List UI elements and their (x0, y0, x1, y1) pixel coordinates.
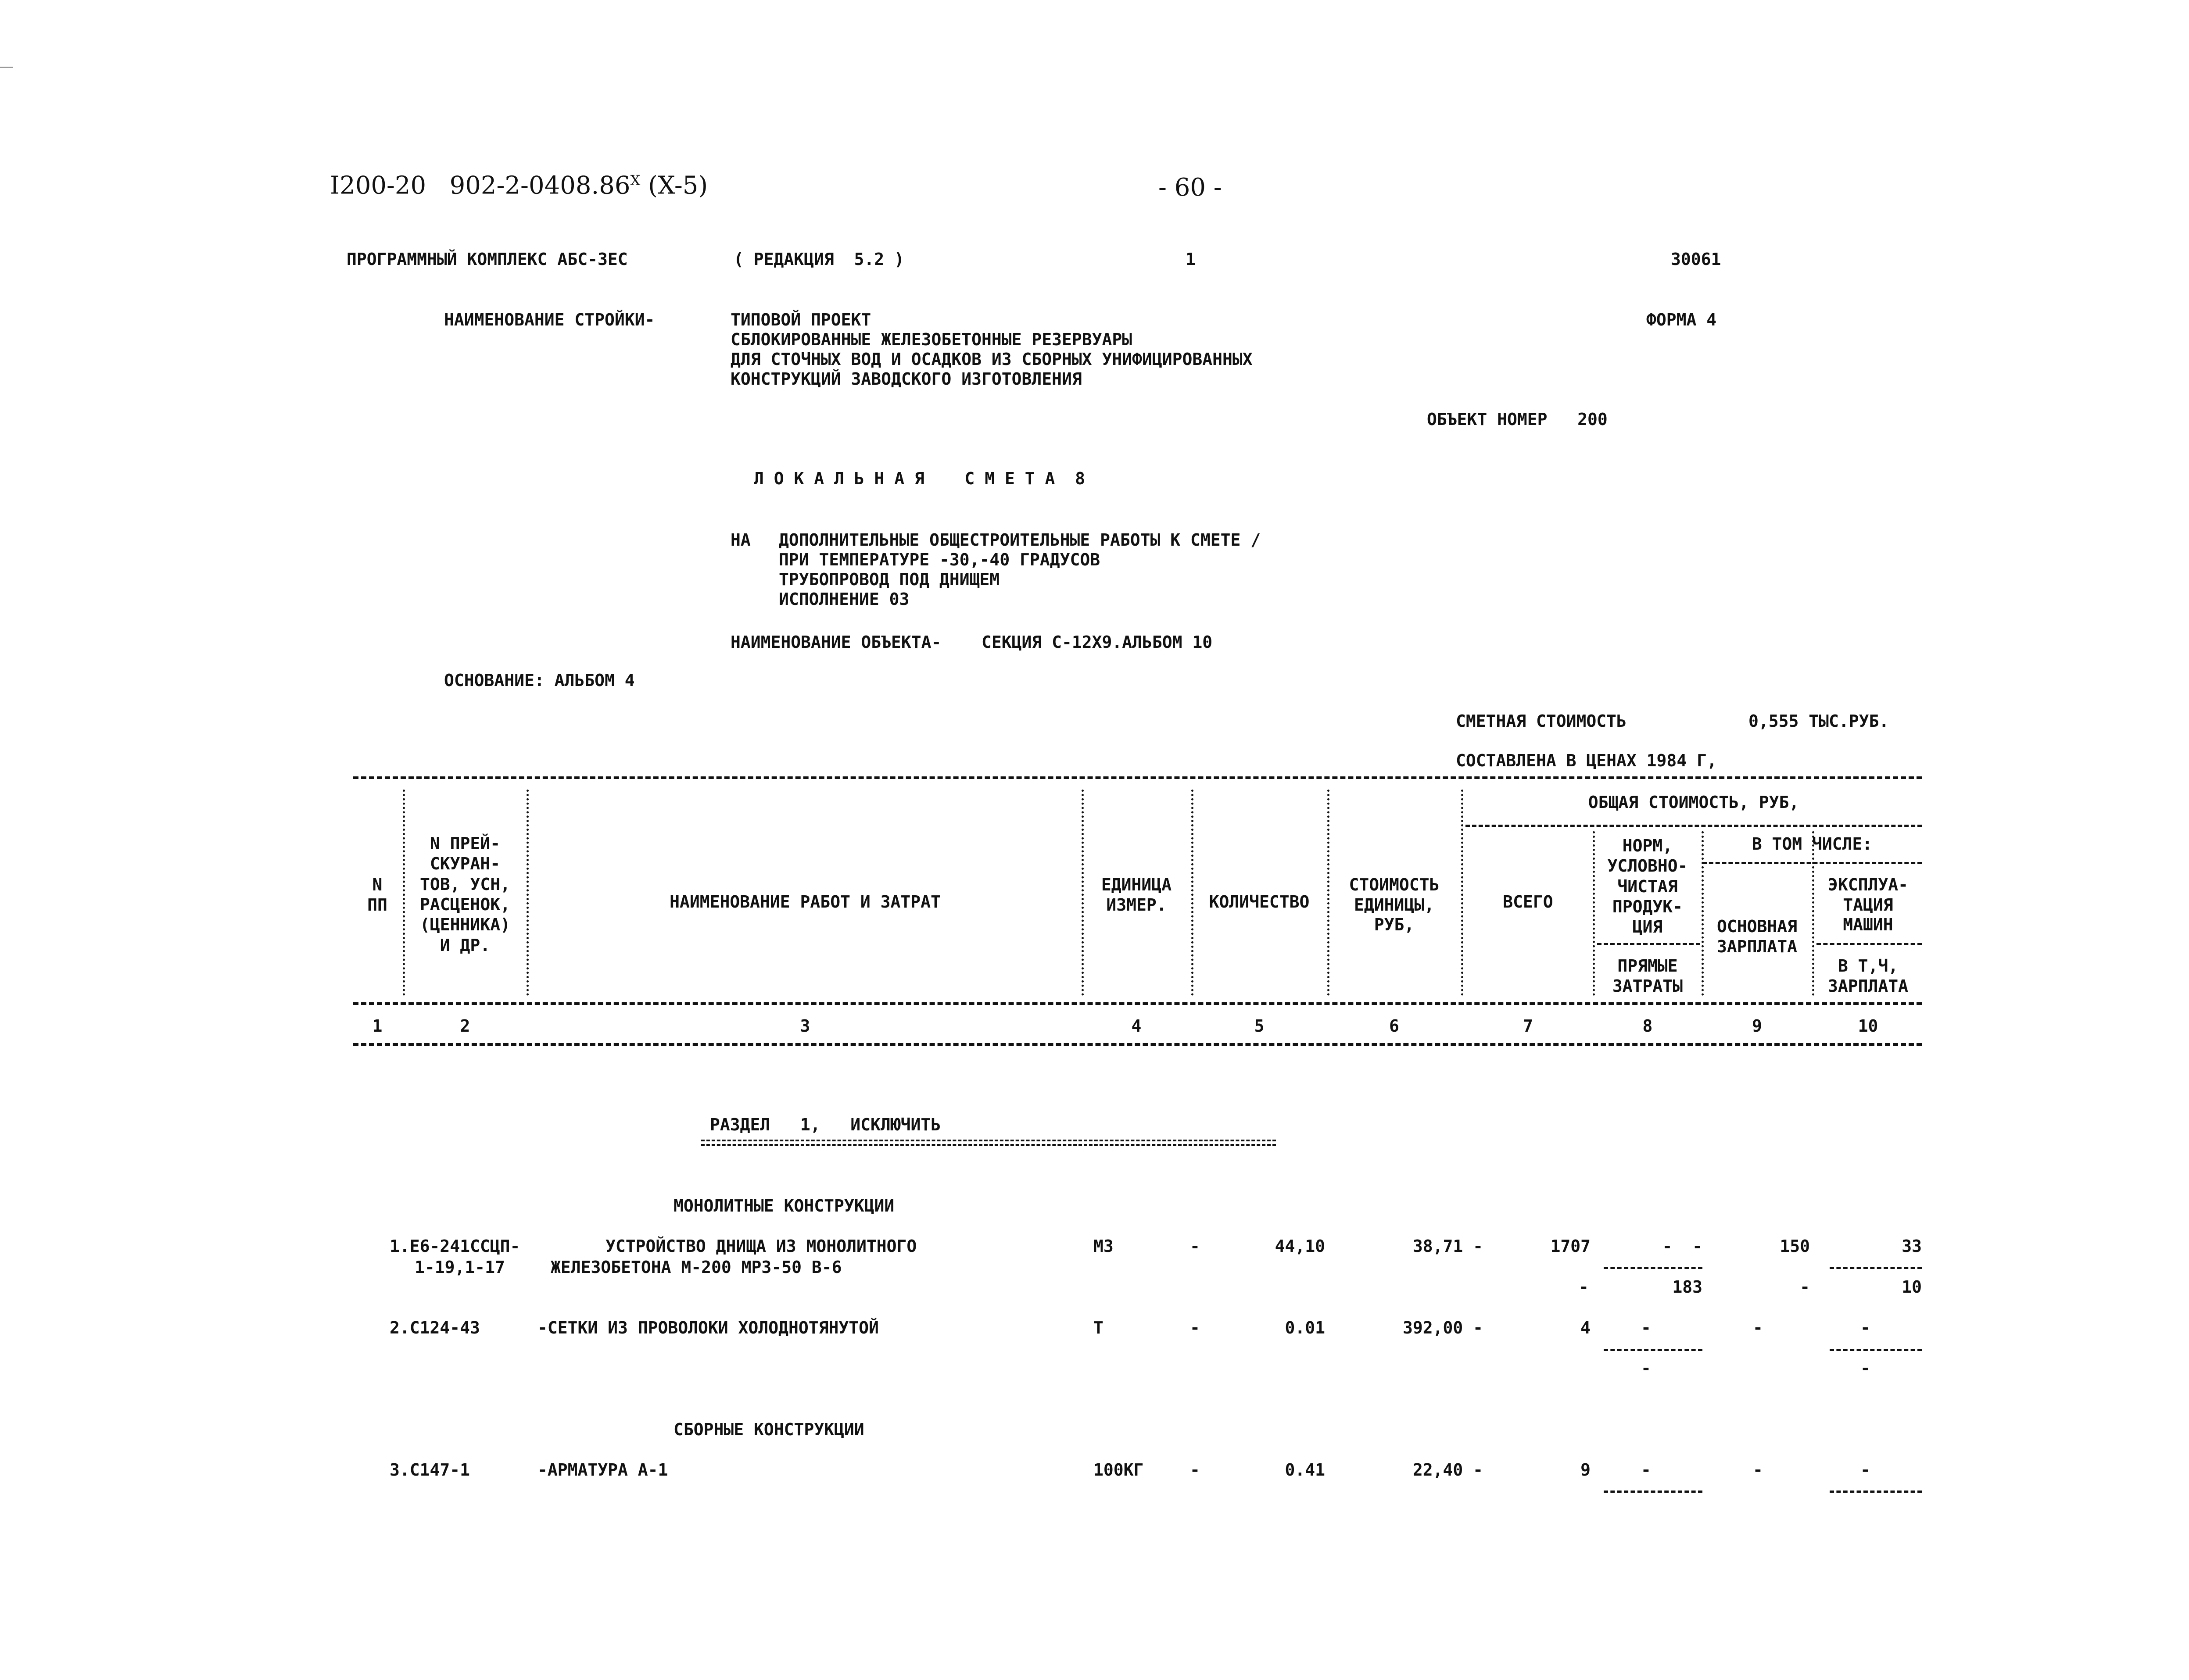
cost-value: 0,555 ТЫС.РУБ. (1748, 711, 1889, 731)
table-head-bottom-rule (353, 1002, 1922, 1005)
row1-c8-left: - (1579, 1277, 1589, 1297)
col-number-10: 10 (1858, 1016, 1878, 1036)
sheet-number: 1 (1186, 250, 1196, 269)
row2-c10-bottom: - (1860, 1358, 1870, 1378)
row3-qty: 0.41 (1285, 1460, 1325, 1480)
col-sep-1 (403, 790, 405, 996)
row2-c8-top: - (1641, 1318, 1651, 1337)
page-number: - 60 - (1158, 173, 1222, 202)
col-number-2: 2 (460, 1016, 470, 1036)
program-name: ПРОГРАММНЫЙ КОМПЛЕКС АБС-3ЕС (347, 250, 628, 269)
row3-price: 22,40 - (1412, 1460, 1483, 1480)
row1-dash: - (1190, 1237, 1200, 1256)
col-number-5: 5 (1254, 1016, 1265, 1036)
col-number-9: 9 (1752, 1016, 1762, 1036)
section-underline-2 (701, 1144, 1276, 1146)
row1-qty: 44,10 (1275, 1237, 1325, 1256)
purpose-prefix: НА (731, 530, 751, 550)
head-col8: НОРМ, УСЛОВНО- ЧИСТАЯ ПРОДУК- ЦИЯ (1607, 836, 1688, 937)
row2-c8-rule (1604, 1349, 1702, 1351)
cost-label: СМЕТНАЯ СТОИМОСТЬ (1456, 711, 1627, 731)
row1-c10-bottom: 10 (1902, 1277, 1922, 1297)
row1-price: 38,71 - (1412, 1237, 1483, 1256)
row3-name: -АРМАТУРА А-1 (537, 1460, 668, 1480)
estimate-title: Л О К А Л Ь Н А Я С М Е Т А 8 (754, 469, 1085, 488)
row1-c9-bottom: - (1800, 1277, 1810, 1297)
row1-code: 1.Е6-241ССЦП- (390, 1237, 520, 1256)
prices-year: СОСТАВЛЕНА В ЦЕНАХ 1984 Г, (1456, 751, 1717, 770)
section-title: РАЗДЕЛ 1, ИСКЛЮЧИТЬ (710, 1115, 941, 1134)
row1-c10-rule (1830, 1267, 1922, 1269)
row2-dash: - (1190, 1318, 1200, 1337)
scan-margin-mark (0, 67, 13, 68)
purpose-line-3: ТРУБОПРОВОД ПОД ДНИЩЕМ (779, 570, 1000, 589)
document-code: I200-20 $902-2-0408.86^X$ (X-5) (330, 171, 708, 200)
head-col10: ЭКСПЛУА- ТАЦИЯ МАШИН (1827, 875, 1909, 935)
purpose-line-1: ДОПОЛНИТЕЛЬНЫЕ ОБЩЕСТРОИТЕЛЬНЫЕ РАБОТЫ К СМЕТЕ / (779, 530, 1261, 550)
purpose-line-4: ИСПОЛНЕНИЕ 03 (779, 590, 910, 609)
purpose-line-2: ПРИ ТЕМПЕРАТУРЕ -30,-40 ГРАДУСОВ (779, 550, 1100, 569)
col-number-7: 7 (1523, 1016, 1533, 1036)
form-label: ФОРМА 4 (1646, 310, 1717, 329)
doc-number: 30061 (1671, 250, 1721, 269)
col-number-8: 8 (1642, 1016, 1653, 1036)
head-col10b: В Т,Ч, ЗАРПЛАТА (1827, 956, 1909, 996)
head-col5: КОЛИЧЕСТВО (1209, 892, 1310, 911)
row1-c10: 33 (1902, 1237, 1922, 1256)
row2-c10: - (1860, 1318, 1870, 1337)
row2-unit: Т (1093, 1318, 1103, 1337)
col-number-4: 4 (1131, 1016, 1142, 1036)
col-number-6: 6 (1389, 1016, 1399, 1036)
row2-c10-rule (1830, 1349, 1922, 1351)
building-line-1: ТИПОВОЙ ПРОЕКТ (731, 310, 871, 329)
object-number: ОБЪЕКТ НОМЕР 200 (1427, 410, 1608, 429)
head-col6: СТОИМОСТЬ ЕДИНИЦЫ, РУБ, (1349, 875, 1440, 935)
subsection-prefab: СБОРНЫЕ КОНСТРУКЦИИ (674, 1420, 864, 1439)
row2-qty: 0.01 (1285, 1318, 1325, 1337)
program-edition: ( РЕДАКЦИЯ 5.2 ) (734, 250, 904, 269)
head-col1: N ПП (367, 875, 387, 915)
subsection-monolithic: МОНОЛИТНЫЕ КОНСТРУКЦИИ (674, 1196, 895, 1215)
building-line-3: ДЛЯ СТОЧНЫХ ВОД И ОСАДКОВ ИЗ СБОРНЫХ УНИФИЦИРОВАННЫХ (731, 350, 1253, 369)
incl-rule (1702, 862, 1922, 864)
col-number-3: 3 (800, 1016, 810, 1036)
col10-split-rule (1816, 943, 1922, 945)
col-number-1: 1 (372, 1016, 383, 1036)
row3-c10: - (1860, 1460, 1870, 1480)
col8-split-rule (1597, 943, 1700, 945)
col-sep-4 (1191, 790, 1193, 996)
table-top-rule (353, 776, 1922, 779)
head-col8b: ПРЯМЫЕ ЗАТРАТЫ (1612, 956, 1683, 996)
building-line-2: СБЛОКИРОВАННЫЕ ЖЕЛЕЗОБЕТОННЫЕ РЕЗЕРВУАРЫ (731, 330, 1132, 349)
total-group-rule (1465, 825, 1922, 827)
row3-total: 9 (1580, 1460, 1591, 1480)
row3-code: 3.С147-1 (390, 1460, 470, 1480)
row1-c8-rule (1604, 1267, 1702, 1269)
col-sep-6 (1461, 790, 1463, 996)
row3-c8-top: - (1641, 1460, 1651, 1480)
row1-name2: ЖЕЛЕЗОБЕТОНА М-200 МРЗ-50 В-6 (551, 1258, 842, 1277)
head-col7: ВСЕГО (1503, 892, 1553, 911)
row1-total: 1707 (1550, 1237, 1591, 1256)
row1-name: УСТРОЙСТВО ДНИЩА ИЗ МОНОЛИТНОГО (605, 1237, 917, 1256)
head-col2: N ПРЕЙ- СКУРАН- ТОВ, УСН, РАСЦЕНОК, (ЦЕННИКА) И ДР. (420, 834, 510, 955)
row3-dash: - (1190, 1460, 1200, 1480)
row1-c8-top: - - (1662, 1237, 1702, 1256)
head-col4: ЕДИНИЦА ИЗМЕР. (1101, 875, 1172, 915)
row1-c8-bottom: 183 (1672, 1277, 1702, 1297)
head-total-group: ОБЩАЯ СТОИМОСТЬ, РУБ, (1588, 793, 1799, 812)
head-incl: В ТОМ ЧИСЛЕ: (1752, 834, 1873, 854)
row1-c9: 150 (1780, 1237, 1810, 1256)
row3-c10-rule (1830, 1491, 1922, 1493)
row2-name: -СЕТКИ ИЗ ПРОВОЛОКИ ХОЛОДНОТЯНУТОЙ (537, 1318, 879, 1337)
col-sep-8 (1702, 831, 1704, 996)
head-col3: НАИМЕНОВАНИЕ РАБОТ И ЗАТРАТ (670, 892, 941, 911)
basis: ОСНОВАНИЕ: АЛЬБОМ 4 (444, 671, 635, 690)
row3-unit: 100КГ (1093, 1460, 1144, 1480)
row2-total: 4 (1580, 1318, 1591, 1337)
building-label: НАИМЕНОВАНИЕ СТРОЙКИ- (444, 310, 655, 329)
building-line-4: КОНСТРУКЦИЙ ЗАВОДСКОГО ИЗГОТОВЛЕНИЯ (731, 369, 1082, 389)
row3-c8-rule (1604, 1491, 1702, 1493)
section-underline (701, 1140, 1276, 1141)
row1-code2: 1-19,1-17 (415, 1258, 505, 1277)
row2-c8-bottom: - (1641, 1358, 1651, 1378)
row1-unit: М3 (1093, 1237, 1114, 1256)
row2-code: 2.С124-43 (390, 1318, 480, 1337)
object-name: НАИМЕНОВАНИЕ ОБЪЕКТА- СЕКЦИЯ С-12Х9.АЛЬБОМ 10 (731, 633, 1213, 652)
col-sep-2 (527, 790, 529, 996)
row3-c9: - (1753, 1460, 1763, 1480)
head-col9: ОСНОВНАЯ ЗАРПЛАТА (1716, 917, 1798, 956)
row2-c9: - (1753, 1318, 1763, 1337)
row2-price: 392,00 - (1402, 1318, 1483, 1337)
table-numbers-rule (353, 1043, 1922, 1046)
